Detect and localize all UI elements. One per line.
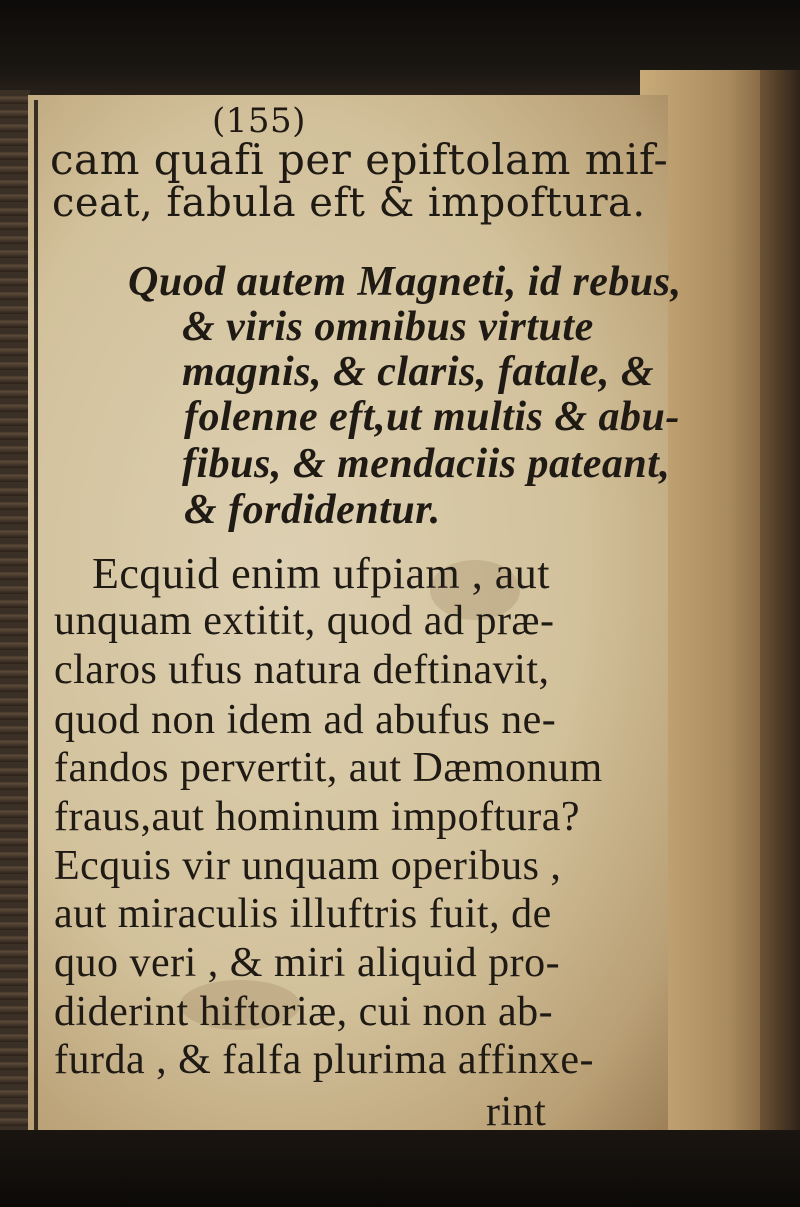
dark-background-bottom xyxy=(0,1130,800,1207)
body-line: claros ufus natura deftinavit, xyxy=(54,647,550,693)
body-line: furda , & falfa plurima affinxe- xyxy=(54,1037,594,1083)
italic-line: fibus, & mendaciis pateant, xyxy=(182,441,671,487)
body-line: fandos pervertit, aut Dæmonum xyxy=(54,745,603,791)
body-line: Ecquis vir unquam operibus , xyxy=(54,843,562,889)
body-line: aut miraculis illuftris fuit, de xyxy=(54,891,552,937)
body-line: unquam extitit, quod ad præ- xyxy=(54,598,555,644)
body-line: quod non idem ad abufus ne- xyxy=(54,697,557,743)
text-line: cam quafi per epiftolam mif- xyxy=(50,135,669,184)
body-line: diderint hiftoriæ, cui non ab- xyxy=(54,989,554,1035)
margin-rule xyxy=(34,100,38,1130)
italic-line: Quod autem Magneti, id rebus, xyxy=(128,259,682,305)
italic-line: folenne eft,ut multis & abu- xyxy=(184,394,680,440)
page-number: (155) xyxy=(212,101,306,141)
italic-line: & viris omnibus virtute xyxy=(182,304,594,350)
text-line: ceat, fabula eft & impoftura. xyxy=(52,180,646,226)
italic-line: magnis, & claris, fatale, & xyxy=(182,349,655,395)
book-spine-shadow xyxy=(760,70,800,1135)
body-line: Ecquid enim ufpiam , aut xyxy=(92,549,550,598)
italic-line: & fordidentur. xyxy=(184,487,441,533)
body-line: fraus,aut hominum impoftura? xyxy=(54,794,581,840)
catchword: rint xyxy=(486,1089,547,1135)
body-line: quo veri , & miri aliquid pro- xyxy=(54,940,561,986)
page-stack-edge xyxy=(0,90,30,1130)
